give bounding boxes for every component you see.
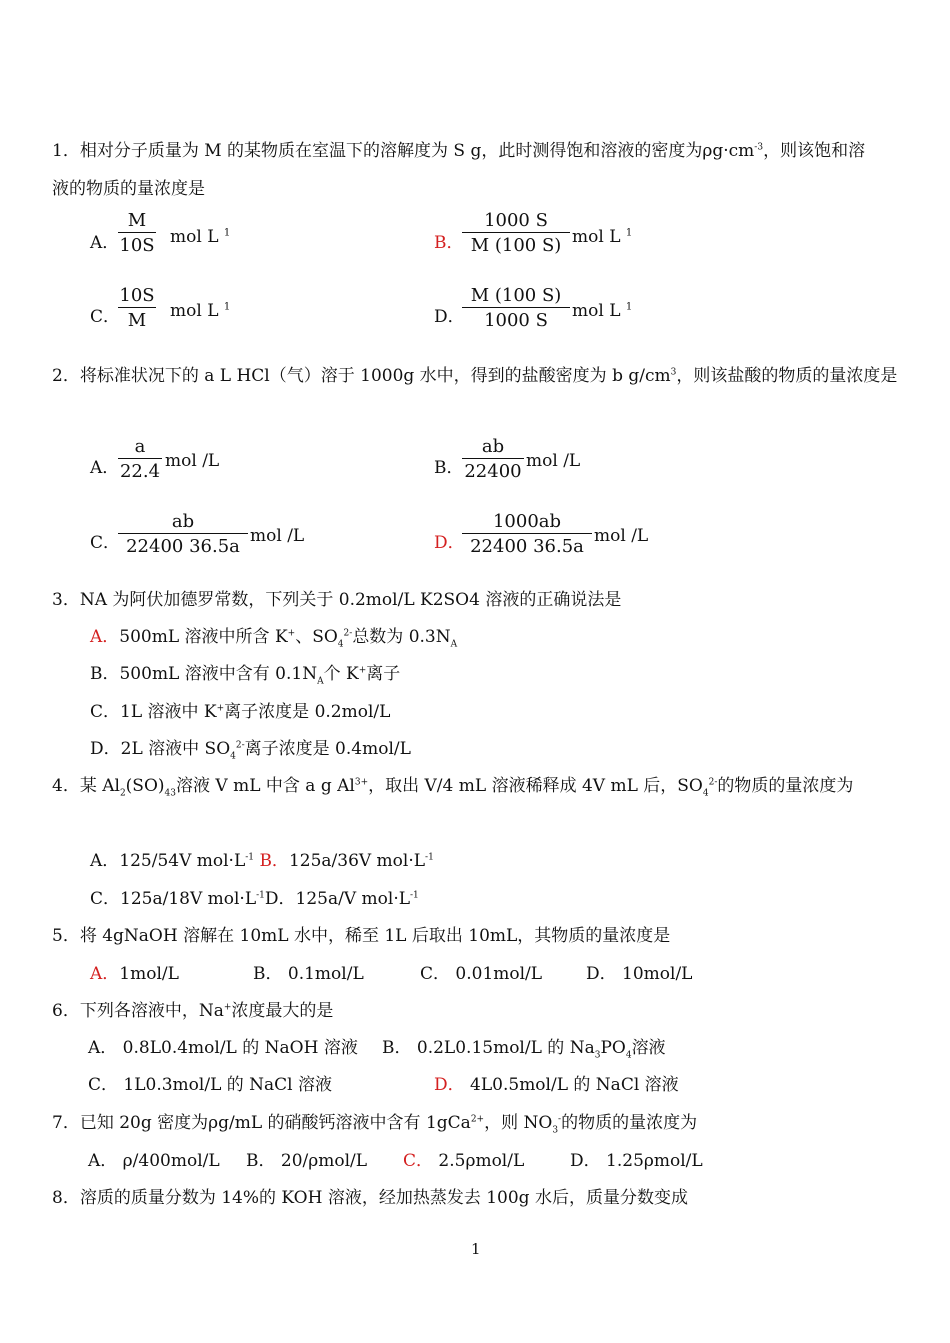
q1-option-d-fraction: M (100 S) 1000 S — [462, 285, 570, 331]
q5-option-b: B． 0.1mol/L — [253, 964, 364, 984]
q7-option-c: C． 2.5ρmol/L — [403, 1151, 525, 1171]
q8-stem: 8．溶质的质量分数为 14%的 KOH 溶液，经加热蒸发去 100g 水后，质量分数变成 — [52, 1188, 688, 1208]
q3-option-c: C．1L 溶液中 K+离子浓度是 0.2mol/L — [90, 702, 391, 722]
q6-option-d: D． 4L0.5mol/L 的 NaCl 溶液 — [434, 1075, 679, 1095]
q3-option-b: B．500mL 溶液中含有 $0.1N_A$个 K+离子 — [90, 664, 401, 687]
q5-stem: 5．将 4gNaOH 溶解在 10mL 水中，稀至 1L 后取出 10mL，其物质的量浓度是 — [52, 926, 671, 946]
q6-option-c: C． 1L0.3mol/L 的 NaCl 溶液 — [88, 1075, 333, 1095]
q2-option-a-letter: A． — [90, 458, 120, 478]
q1-option-b-fraction: 1000 S M (100 S) — [462, 210, 570, 256]
q1-option-a-letter: A． — [90, 233, 120, 253]
q2-option-c-letter: C． — [90, 533, 121, 553]
q5-option-a: A．1mol/L — [90, 964, 179, 984]
q4-options-row2: C．125a/18V $mol\cdot L^{-1}D$．125a/V $mol\cdot L^{-1}$ — [90, 889, 419, 909]
q1-option-c-letter: C． — [90, 307, 121, 327]
q3-stem: 3．NA 为阿伏加德罗常数，下列关于 0.2mol/L K2SO4 溶液的正确说法是 — [52, 590, 622, 610]
q1-option-a-fraction: M 10S — [119, 210, 155, 256]
q1-stem-line2: 液的物质的量浓度是 — [52, 179, 205, 199]
q2-option-a-fraction: a 22.4 — [119, 436, 161, 482]
q4-options-row1: A．125/54V $mol\cdot L^{-1}$ B．125a/36V $mol\cdot L^{-1}$ — [90, 851, 434, 871]
q1-option-c-unit: mol L $^1$ — [170, 301, 231, 321]
q6-option-a: A． 0.8L0.4mol/L 的 NaOH 溶液 — [88, 1038, 358, 1058]
q1-option-a-unit: mol L $^1$ — [170, 227, 231, 247]
q7-option-b: B． 20/ρmol/L — [246, 1151, 368, 1171]
q1-stem-line1: 1．相对分子质量为 M 的某物质在室温下的溶解度为 S g，此时测得饱和溶液的密度为$\rho g\cdot cm^{-3}$，则该饱和溶 — [52, 141, 866, 161]
q2-option-a-unit: mol /L — [165, 451, 220, 471]
q1-option-d-unit: mol L $^1$ — [572, 301, 633, 321]
q7-option-a: A． ρ/400mol/L — [88, 1151, 220, 1171]
q7-option-d: D． 1.25ρmol/L — [570, 1151, 703, 1171]
q2-option-d-unit: mol /L — [594, 526, 649, 546]
q2-option-b-unit: mol /L — [526, 451, 581, 471]
q1-option-b-letter: B． — [434, 233, 464, 253]
q6-option-b: B． 0.2L0.15mol/L 的 $Na_3PO_4$溶液 — [382, 1038, 666, 1061]
q2-option-b-letter: B． — [434, 458, 464, 478]
q5-option-c: C． 0.01mol/L — [420, 964, 543, 984]
q3-option-a: A．500mL 溶液中所含 K+、$SO_4^{2-}$总数为 $0.3N_A$ — [90, 627, 458, 650]
q2-option-c-unit: mol /L — [250, 526, 305, 546]
q7-stem: 7．已知 20g 密度为ρg/mL 的硝酸钙溶液中含有 1gCa$^{2+}$，则 $NO_3^-$的物质的量浓度为 — [52, 1113, 698, 1136]
q2-option-d-fraction: 1000ab 22400 36.5a — [462, 511, 592, 557]
q2-stem: 2．将标准状况下的 a L HCl（气）溶于 1000g 水中，得到的盐酸密度为 b $g/cm^3$，则该盐酸的物质的量浓度是 — [52, 366, 898, 386]
q1-option-d-letter: D． — [434, 307, 465, 327]
q2-option-c-fraction: ab 22400 36.5a — [118, 511, 248, 557]
q3-option-d: D．2L 溶液中 $SO_4^{2-}$离子浓度是 0.4mol/L — [90, 739, 411, 762]
q2-option-d-letter: D． — [434, 533, 465, 553]
q5-option-d: D． 10mol/L — [586, 964, 693, 984]
page-number: 1 — [471, 1240, 481, 1258]
q1-option-b-unit: mol L $^1$ — [572, 227, 633, 247]
q4-stem: 4．某 $Al_2(SO)_{43}$溶液 V mL 中含 a g $Al^{3+}$，取出 V/4 mL 溶液稀释成 4V mL 后，$SO_4^{2-}$的物质的量浓度为 — [52, 776, 854, 799]
q1-option-c-fraction: 10S M — [119, 285, 155, 331]
q2-option-b-fraction: ab 22400 — [462, 436, 524, 482]
q6-stem: 6．下列各溶液中，Na+浓度最大的是 — [52, 1001, 334, 1021]
